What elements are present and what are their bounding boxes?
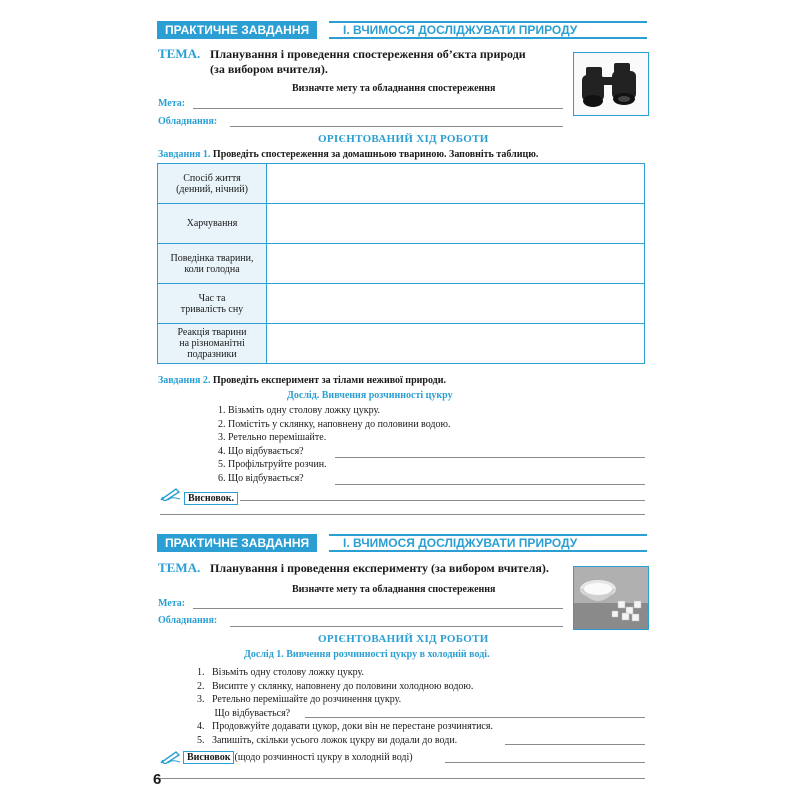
step-item: 1. Візьміть одну столову ложку цукру. xyxy=(218,405,381,416)
step-item: 4. Продовжуйте додавати цукор, доки він не перестане розчинятися. xyxy=(197,721,493,732)
step-item: 2. Висипте у склянку, наповнену до половини холодною водою. xyxy=(197,680,474,692)
section1-goal-heading: Визначте мету та обладнання спостереження xyxy=(292,83,496,94)
conclusion-note: (щодо розчинності цукру в холодній воді) xyxy=(234,752,413,763)
task2-label: Завдання 2. xyxy=(158,375,211,386)
row-header: Спосіб життя (денний, нічний) xyxy=(158,164,267,204)
answer-cell[interactable] xyxy=(267,284,645,324)
step-item: 6. Що відбувається? xyxy=(218,472,304,484)
answer-cell[interactable] xyxy=(267,324,645,364)
section1-tema-label: ТЕМА. xyxy=(158,46,201,61)
section2-goal-line[interactable] xyxy=(193,608,563,609)
section2-header-left: ПРАКТИЧНЕ ЗАВДАННЯ xyxy=(157,534,317,552)
s2-step5-answer-line[interactable] xyxy=(505,744,645,745)
step4-answer-line[interactable] xyxy=(335,457,645,458)
binoculars-photo xyxy=(573,52,649,116)
observation-table xyxy=(157,163,645,364)
section2-goal-heading: Визначте мету та обладнання спостереження xyxy=(292,584,496,595)
section1-experiment-title: Дослід. Вивчення розчинності цукру xyxy=(287,390,453,401)
sugar-bowl-photo xyxy=(573,566,649,630)
conclusion-line-2[interactable] xyxy=(160,514,645,515)
section2-conclusion xyxy=(183,751,413,764)
answer-cell[interactable] xyxy=(267,164,645,204)
section2-goal-label: Мета: xyxy=(158,598,186,609)
table-row xyxy=(158,324,645,364)
conclusion-line-3[interactable] xyxy=(445,762,645,763)
section1-tema-line2: (за вибором вчителя). xyxy=(210,62,328,76)
section2-tema-label: ТЕМА. xyxy=(158,560,201,575)
step-item: 5. Запишіть, скільки усього ложок цукру ви додали до води. xyxy=(197,734,458,746)
row-header: Реакція тварини на різноманітні подразники xyxy=(158,324,267,364)
row-header: Поведінка тварини, коли голодна xyxy=(158,244,267,284)
section1-header xyxy=(157,21,647,39)
task1-label: Завдання 1. xyxy=(158,149,211,160)
section1-procedure-heading: ОРІЄНТОВАНИЙ ХІД РОБОТИ xyxy=(318,133,489,145)
section2-equipment-line[interactable] xyxy=(230,626,563,627)
row-header: Харчування xyxy=(158,204,267,244)
conclusion-line-1[interactable] xyxy=(240,500,645,501)
page-number: 6 xyxy=(153,771,162,788)
conclusion-label: Висновок xyxy=(183,751,234,764)
pencil-icon xyxy=(160,487,182,506)
table-row xyxy=(158,244,645,284)
section1-header-left: ПРАКТИЧНЕ ЗАВДАННЯ xyxy=(157,21,317,39)
section1-tema-line1: Планування і проведення спостереження об’єкта природи xyxy=(210,47,526,61)
step6-answer-line[interactable] xyxy=(335,484,645,485)
section1-conclusion xyxy=(184,488,238,506)
section1-header-right: І. ВЧИМОСЯ ДОСЛІДЖУВАТИ ПРИРОДУ xyxy=(329,21,647,39)
section1-task1 xyxy=(158,149,538,160)
table-row xyxy=(158,164,645,204)
conclusion-label: Висновок. xyxy=(184,492,238,505)
step-item: 3. Ретельно перемішайте до розчинення цукру. xyxy=(197,694,402,705)
section2-tema-text: Планування і проведення експерименту (за вибором вчителя). xyxy=(210,561,549,575)
section2-steps xyxy=(197,666,493,747)
section2-procedure-heading: ОРІЄНТОВАНИЙ ХІД РОБОТИ xyxy=(318,633,489,645)
answer-cell[interactable] xyxy=(267,244,645,284)
section1-equipment-line[interactable] xyxy=(230,126,563,127)
section1-goal-label: Мета: xyxy=(158,98,186,109)
table-row xyxy=(158,284,645,324)
section2-experiment-title: Дослід 1. Вивчення розчинності цукру в холодній воді. xyxy=(244,649,490,660)
step-item: Що відбувається? xyxy=(197,707,291,719)
section2-equipment-label: Обладнання: xyxy=(158,615,218,626)
section2-header xyxy=(157,534,647,552)
step-item: 5. Профільтруйте розчин. xyxy=(218,459,327,470)
step-item: 2. Помістіть у склянку, наповнену до половини водою. xyxy=(218,418,451,430)
task1-text: Проведіть спостереження за домашньою твариною. Заповніть таблицю. xyxy=(212,149,539,160)
answer-cell[interactable] xyxy=(267,204,645,244)
section2-header-right: І. ВЧИМОСЯ ДОСЛІДЖУВАТИ ПРИРОДУ xyxy=(329,534,647,552)
section1-equipment-label: Обладнання: xyxy=(158,116,218,127)
step-item: 1. Візьміть одну столову ложку цукру. xyxy=(197,667,365,678)
conclusion-line-4[interactable] xyxy=(160,778,645,779)
section1-task2 xyxy=(158,375,446,386)
s2-step-answer-line[interactable] xyxy=(305,717,645,718)
table-row xyxy=(158,204,645,244)
section1-steps xyxy=(218,404,450,485)
pencil-icon xyxy=(160,750,182,769)
task2-text: Проведіть експеримент за тілами неживої природи. xyxy=(212,375,446,386)
row-header: Час та тривалість сну xyxy=(158,284,267,324)
step-item: 4. Що відбувається? xyxy=(218,445,304,457)
step-item: 3. Ретельно перемішайте. xyxy=(218,432,327,443)
section1-goal-line[interactable] xyxy=(193,108,563,109)
